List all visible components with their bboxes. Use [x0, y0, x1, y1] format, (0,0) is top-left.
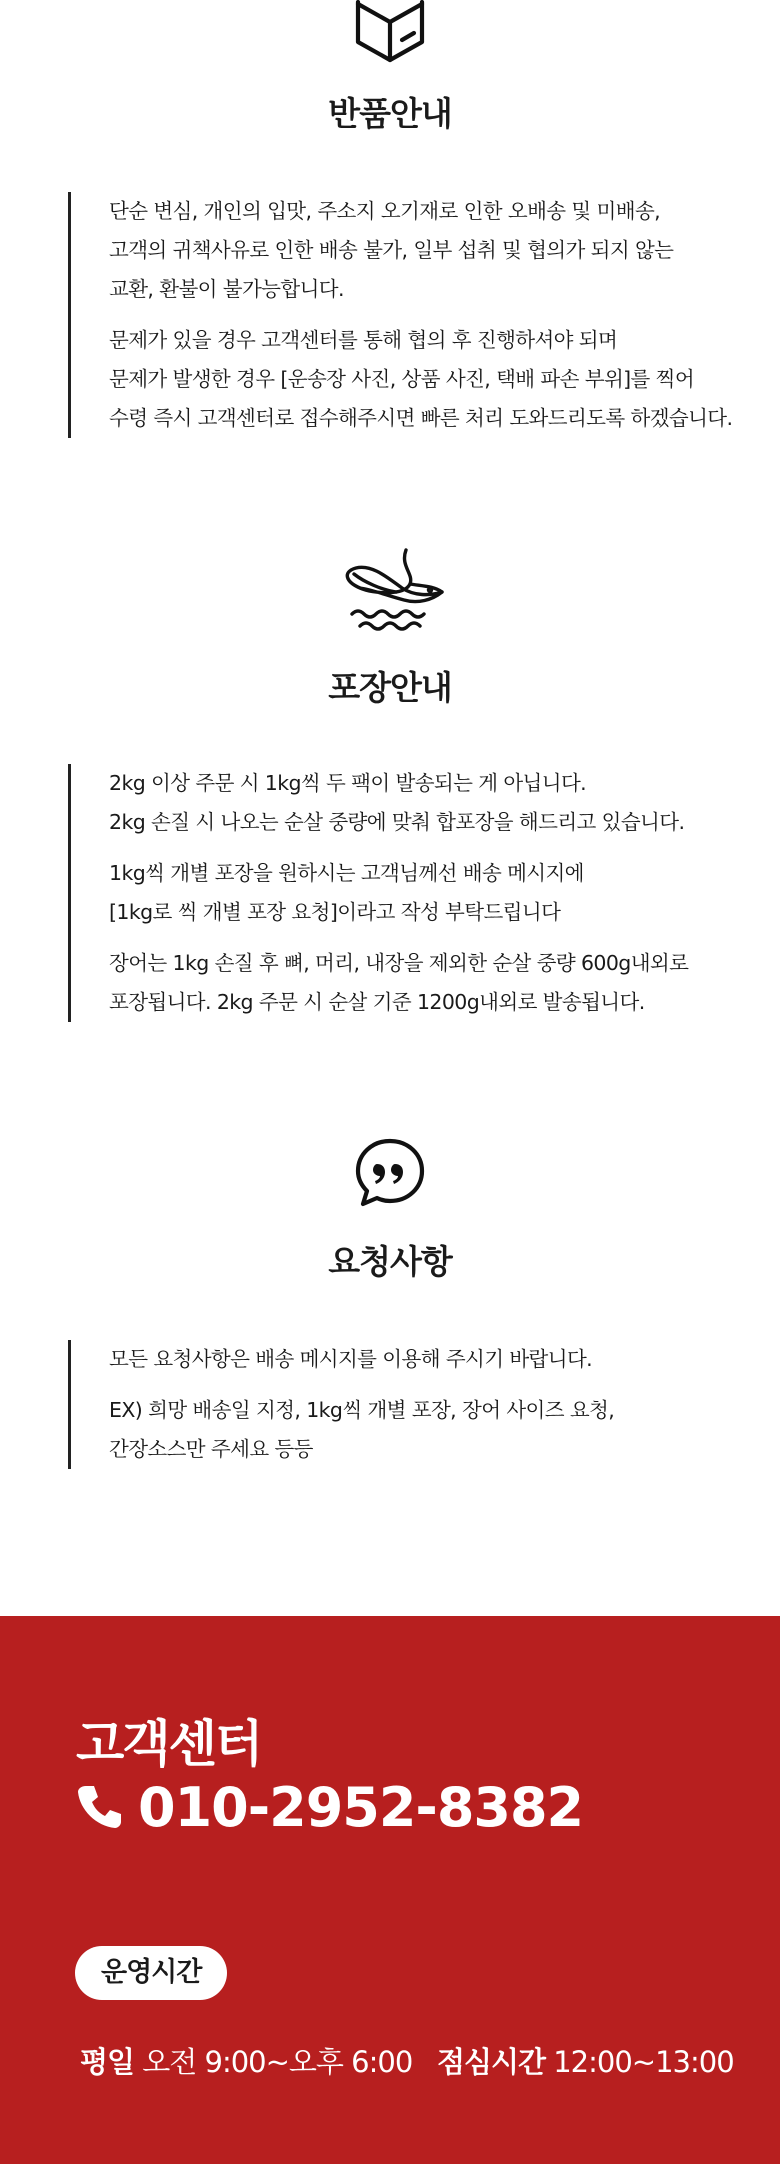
returns-paragraph-1 — [109, 192, 758, 309]
text-line: 모든 요청사항은 배송 메시지를 이용해 주시기 바랍니다. — [109, 1347, 593, 1371]
speech-bubble-quote-icon — [0, 1138, 780, 1208]
requests-paragraph-1 — [109, 1340, 758, 1379]
text-line: [1kg로 씩 개별 포장 요청]이라고 작성 부탁드립니다 — [109, 900, 561, 924]
packaging-title: 포장안내 — [328, 668, 452, 707]
lunch-label: 점심시간 — [436, 2045, 546, 2079]
operating-hours — [80, 2040, 734, 2081]
text-line: 고객의 귀책사유로 인한 배송 불가, 일부 섭취 및 협의가 되지 않는 — [109, 238, 674, 262]
returns-text-block — [68, 192, 758, 438]
requests-text-block — [68, 1340, 758, 1469]
phone-icon — [76, 1782, 124, 1834]
customer-center-footer — [0, 1616, 780, 2164]
text-line: 2kg 이상 주문 시 1kg씩 두 팩이 발송되는 게 아닙니다. — [109, 771, 587, 795]
text-line: 수령 즉시 고객센터로 접수해주시면 빠른 처리 도와드리도록 하겠습니다. — [109, 406, 733, 430]
text-line: 문제가 있을 경우 고객센터를 통해 협의 후 진행하셔야 되며 — [109, 328, 618, 352]
packaging-paragraph-1 — [109, 764, 758, 842]
packaging-paragraph-2 — [109, 854, 758, 932]
text-line: 포장됩니다. 2kg 주문 시 순살 기준 1200g내외로 발송됩니다. — [109, 990, 645, 1014]
text-line: 단순 변심, 개인의 입맛, 주소지 오기재로 인한 오배송 및 미배송, — [109, 199, 661, 223]
text-line: 장어는 1kg 손질 후 뼈, 머리, 내장을 제외한 순살 중량 600g내외로 — [109, 951, 689, 975]
text-line: EX) 희망 배송일 지정, 1kg씩 개별 포장, 장어 사이즈 요청, — [109, 1398, 615, 1422]
requests-title: 요청사항 — [328, 1242, 452, 1281]
returns-title: 반품안내 — [328, 94, 452, 133]
returns-paragraph-2 — [109, 321, 758, 438]
text-line: 1kg씩 개별 포장을 원하시는 고객님께선 배송 메시지에 — [109, 861, 584, 885]
operating-hours-badge: 운영시간 — [75, 1946, 227, 2000]
text-line: 2kg 손질 시 나오는 순살 중량에 맞춰 합포장을 해드리고 있습니다. — [109, 810, 685, 834]
text-line: 문제가 발생한 경우 [운송장 사진, 상품 사진, 택배 파손 부위]를 찍어 — [109, 367, 695, 391]
weekday-label: 평일 — [80, 2045, 135, 2079]
text-line: 간장소스만 주세요 등등 — [109, 1437, 313, 1461]
phone-contact[interactable] — [76, 1776, 583, 1839]
customer-center-title: 고객센터 — [76, 1715, 262, 1773]
packaging-text-block — [68, 764, 758, 1022]
text-line: 교환, 환불이 불가능합니다. — [109, 277, 344, 301]
weekday-hours: 오전 9:00~오후 6:00 — [142, 2045, 413, 2079]
box-icon — [0, 0, 780, 66]
phone-number[interactable]: 010-2952-8382 — [138, 1776, 584, 1839]
requests-paragraph-2 — [109, 1391, 758, 1469]
eel-icon — [0, 544, 780, 640]
packaging-paragraph-3 — [109, 944, 758, 1022]
lunch-hours: 12:00~13:00 — [553, 2045, 734, 2079]
